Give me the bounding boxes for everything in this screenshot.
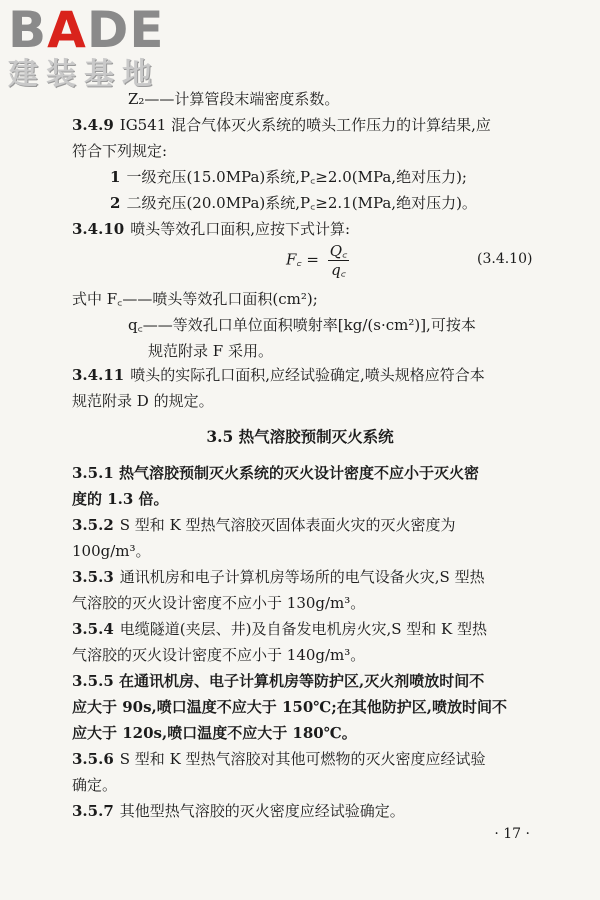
clause-3-4-9: 3.4.9 IG541 混合气体灭火系统的喷头工作压力的计算结果,应: [72, 116, 491, 134]
where-fc: 式中 F꜀——喷头等效孔口面积(cm²);: [72, 290, 318, 308]
where-qc: q꜀——等效孔口单位面积喷射率[kg/(s·cm²)],可按本: [128, 316, 476, 334]
formula-lhs: F꜀ =: [286, 250, 319, 269]
equation-number: (3.4.10): [477, 251, 533, 267]
formula-fraction: [328, 242, 350, 279]
clause-3-5-2: 3.5.2 S 型和 K 型热气溶胶灭固体表面火灾的灭火密度为: [72, 516, 456, 534]
logo-brand: BADE: [8, 1, 165, 59]
clause-3-5-3-cont: 气溶胶的灭火设计密度不应小于 130g/m³。: [72, 594, 366, 612]
logo-subtitle: 建装基地: [8, 57, 160, 92]
clause-3-5-4: 3.5.4 电缆隧道(夹层、井)及自备发电机房火灾,S 型和 K 型热: [72, 620, 488, 638]
clause-3-4-10: 3.4.10 喷头等效孔口面积,应按下式计算:: [72, 220, 351, 238]
formula: [286, 242, 349, 279]
clause-3-5-4-cont: 气溶胶的灭火设计密度不应小于 140g/m³。: [72, 646, 366, 664]
clause-3-5-6-cont: 确定。: [72, 776, 118, 794]
clause-3-5-3: 3.5.3 通讯机房和电子计算机房等场所的电气设备火灾,S 型热: [72, 568, 485, 586]
page-number: · 17 ·: [494, 826, 530, 842]
clause-3-5-1: 3.5.1 热气溶胶预制灭火系统的灭火设计密度不应小于灭火密: [72, 464, 479, 482]
site-logo: [8, 1, 178, 92]
clause-3-5-6: 3.5.6 S 型和 K 型热气溶胶对其他可燃物的灭火密度应经试验: [72, 750, 486, 768]
formula-denominator: q꜀: [331, 261, 346, 279]
item-2: 2 二级充压(20.0MPa)系统,P꜀≥2.1(MPa,绝对压力)。: [110, 194, 477, 212]
clause-3-4-9-cont: 符合下列规定:: [72, 142, 168, 160]
formula-numerator: Q꜀: [329, 242, 348, 260]
clause-3-5-5: 3.5.5 在通讯机房、电子计算机房等防护区,灭火剂喷放时间不: [72, 672, 485, 690]
line-z2: Z₂——计算管段末端密度系数。: [128, 90, 340, 108]
clause-3-4-11-cont: 规范附录 D 的规定。: [72, 392, 214, 410]
clause-3-5-5-cont: 应大于 90s,喷口温度不应大于 150℃;在其他防护区,喷放时间不: [72, 698, 508, 716]
clause-3-5-7: 3.5.7 其他型热气溶胶的灭火密度应经试验确定。: [72, 802, 405, 820]
clause-3-5-1-cont: 度的 1.3 倍。: [72, 490, 169, 508]
clause-3-4-11: 3.4.11 喷头的实际孔口面积,应经试验确定,喷头规格应符合本: [72, 366, 485, 384]
where-qc-cont: 规范附录 F 采用。: [148, 342, 273, 360]
clause-3-5-5-cont2: 应大于 120s,喷口温度不应大于 180℃。: [72, 724, 357, 742]
item-1: 1 一级充压(15.0MPa)系统,P꜀≥2.0(MPa,绝对压力);: [110, 168, 467, 186]
clause-3-5-2-cont: 100g/m³。: [72, 542, 151, 560]
section-heading: 3.5 热气溶胶预制灭火系统: [206, 427, 394, 446]
